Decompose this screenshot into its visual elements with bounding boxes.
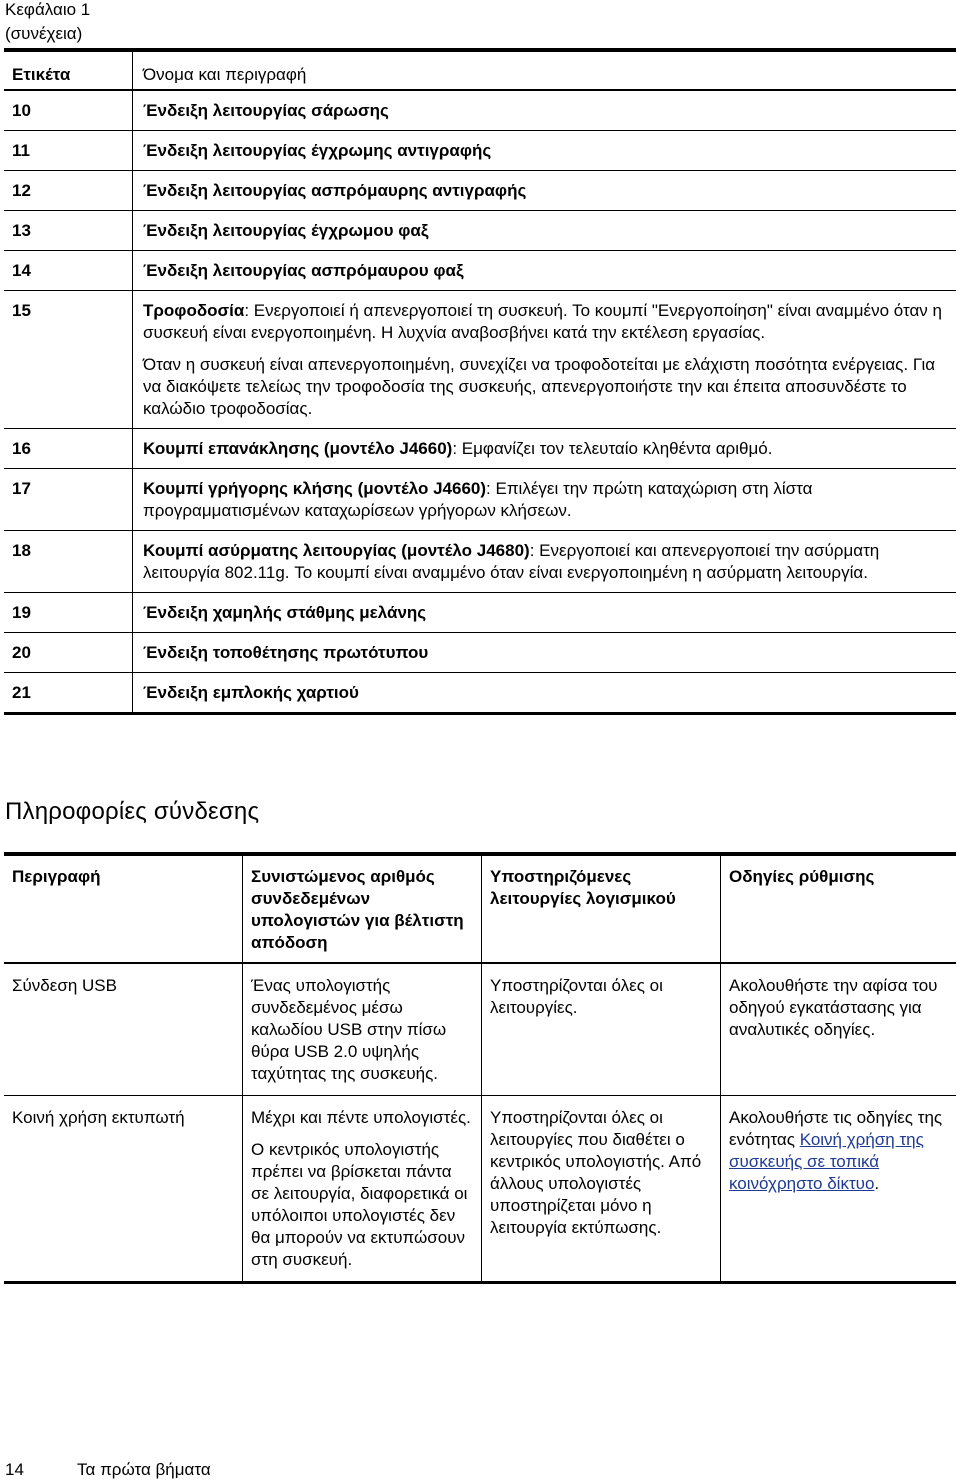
table-row — [4, 469, 956, 531]
cell-instructions: Ακολουθήστε τις οδηγίες της ενότητας Κοινή χρήση της συσκευής σε τοπικά κοινόχρηστο δίκτυο. — [721, 1096, 957, 1283]
table-row — [4, 593, 956, 633]
cell-instructions: Ακολουθήστε την αφίσα του οδηγού εγκατάστασης για αναλυτικές οδηγίες. — [721, 963, 957, 1096]
col-label-header: Ετικέτα — [4, 50, 133, 90]
row-number: 21 — [4, 673, 133, 714]
row-number: 11 — [4, 131, 133, 171]
connection-info-table — [4, 852, 956, 1284]
sharing-section-link[interactable]: Κοινή χρήση της συσκευής σε τοπικά κοινόχρηστο δίκτυο — [729, 1130, 924, 1193]
table-row — [4, 633, 956, 673]
row-description: Τροφοδοσία: Ενεργοποιεί ή απενεργοποιεί τη συσκευή. Το κουμπί "Ενεργοποίηση" είναι αναμμένο όταν η συσκευή είναι ενεργοποιημένη. Η λυχνία αναβοσβήνει κατά την εκτέλεση εργασίας. Όταν η συσκευή είναι απενεργοποιημένη, συνεχίζει να τροφοδοτείται με ελάχιστη ποσότητα ενέργειας. Για να διακόψετε τελείως την τροφοδοσία της συσκευής, απενεργοποιήστε την και έπειτα αποσυνδέστε το καλώδιο τροφοδοσίας. — [133, 291, 957, 429]
cell-description: Σύνδεση USB — [4, 963, 243, 1096]
header-recommended-computers: Συνιστώμενος αριθμός συνδεδεμένων υπολογιστών για βέλτιστη απόδοση — [243, 854, 482, 963]
row-number: 19 — [4, 593, 133, 633]
continued-label: (συνέχεια) — [5, 24, 83, 43]
cell-recommended — [243, 1096, 482, 1283]
row-number: 10 — [4, 90, 133, 131]
table-row — [4, 251, 956, 291]
cell-recommended-para2: Ο κεντρικός υπολογιστής πρέπει να βρίσκεται πάντα σε λειτουργία, διαφορετικά οι υπόλοιποι υπολογιστές δεν θα μπορούν να εκτυπώσουν στη συσκευή. — [251, 1140, 468, 1269]
cell-recommended: Ένας υπολογιστής συνδεδεμένος μέσω καλωδίου USB στην πίσω θύρα USB 2.0 υψηλής ταχύτητας της συσκευής. — [243, 963, 482, 1096]
row-number: 18 — [4, 531, 133, 593]
row-number: 17 — [4, 469, 133, 531]
table-row-sharing — [4, 1096, 956, 1283]
cell-features: Υποστηρίζονται όλες οι λειτουργίες που διαθέτει ο κεντρικός υπολογιστής. Από άλλους υπολογιστές υποστηρίζεται μόνο η λειτουργία εκτύπωσης. — [482, 1096, 721, 1283]
table-row — [4, 673, 956, 714]
cell-description: Κοινή χρήση εκτυπωτή — [4, 1096, 243, 1283]
row-number: 13 — [4, 211, 133, 251]
table-row — [4, 211, 956, 251]
row-number: 20 — [4, 633, 133, 673]
table-header-row — [4, 50, 956, 90]
row-number: 16 — [4, 429, 133, 469]
header-description: Περιγραφή — [4, 854, 243, 963]
row-description: Κουμπί γρήγορης κλήσης (μοντέλο J4660): Επιλέγει την πρώτη καταχώριση στη λίστα προγραμματισμένων καταχωρίσεων γρήγορων κλήσεων. — [133, 469, 957, 531]
row-description: Ένδειξη λειτουργίας έγχρωμου φαξ — [133, 211, 957, 251]
page-number: 14 — [5, 1460, 24, 1479]
page-header — [5, 0, 90, 46]
footer-title: Τα πρώτα βήματα — [77, 1460, 211, 1479]
header-supported-features: Υποστηριζόμενες λειτουργίες λογισμικού — [482, 854, 721, 963]
row-number: 15 — [4, 291, 133, 429]
row-description: Ένδειξη λειτουργίας ασπρόμαυρης αντιγραφής — [133, 171, 957, 211]
header-setup-instructions: Οδηγίες ρύθμισης — [721, 854, 957, 963]
cell-recommended-para1: Μέχρι και πέντε υπολογιστές. — [251, 1108, 471, 1127]
table-row — [4, 291, 956, 429]
row-description: Ένδειξη λειτουργίας έγχρωμης αντιγραφής — [133, 131, 957, 171]
row-description: Ένδειξη τοποθέτησης πρωτότυπου — [133, 633, 957, 673]
cell-features: Υποστηρίζονται όλες οι λειτουργίες. — [482, 963, 721, 1096]
col-desc-header: Όνομα και περιγραφή — [133, 50, 957, 90]
section-title: Πληροφορίες σύνδεσης — [5, 798, 260, 825]
table-row-usb — [4, 963, 956, 1096]
table-row — [4, 171, 956, 211]
row-description: Ένδειξη εμπλοκής χαρτιού — [133, 673, 957, 714]
table-row — [4, 131, 956, 171]
row-description: Ένδειξη λειτουργίας ασπρόμαυρου φαξ — [133, 251, 957, 291]
row-description: Κουμπί ασύρματης λειτουργίας (μοντέλο J4680): Ενεργοποιεί και απενεργοποιεί την ασύρματη λειτουργία 802.11g. Το κουμπί είναι αναμμένο όταν είναι ενεργοποιημένη η ασύρματη λειτουργία. — [133, 531, 957, 593]
table-row — [4, 90, 956, 131]
row-description: Κουμπί επανάκλησης (μοντέλο J4660): Εμφανίζει τον τελευταίο κληθέντα αριθμό. — [133, 429, 957, 469]
row-description-para2: Όταν η συσκευή είναι απενεργοποιημένη, συνεχίζει να τροφοδοτείται με ελάχιστη ποσότητα ενέργειας. Για να διακόψετε τελείως την τροφοδοσία της συσκευής, απενεργοποιήστε την και έπειτα αποσυνδέστε το καλώδιο τροφοδοσίας. — [143, 355, 936, 418]
page-footer — [5, 1458, 211, 1482]
table-header-row — [4, 854, 956, 963]
chapter-label: Κεφάλαιο 1 — [5, 0, 91, 19]
row-number: 12 — [4, 171, 133, 211]
row-description: Ένδειξη χαμηλής στάθμης μελάνης — [133, 593, 957, 633]
table-row — [4, 429, 956, 469]
row-description: Ένδειξη λειτουργίας σάρωσης — [133, 90, 957, 131]
labels-table — [4, 48, 956, 715]
table-row — [4, 531, 956, 593]
row-number: 14 — [4, 251, 133, 291]
